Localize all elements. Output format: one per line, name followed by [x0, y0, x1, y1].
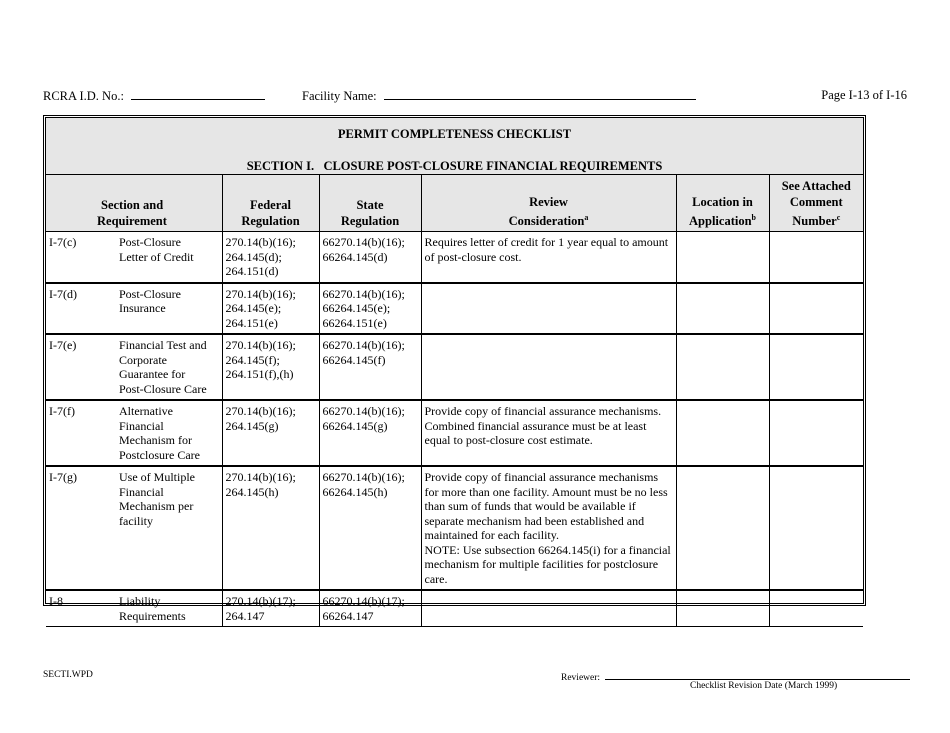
facility-name-label: Facility Name:: [302, 89, 377, 103]
state-cell: 66270.14(b)(16); 66264.145(h): [319, 466, 421, 590]
table-row: [46, 466, 863, 590]
state-cell: 66270.14(b)(16); 66264.145(d): [319, 232, 421, 283]
location-cell[interactable]: [676, 232, 769, 283]
col-state: State Regulation: [319, 175, 421, 232]
row-id: I-7(d): [49, 286, 77, 301]
comment-cell[interactable]: [769, 232, 863, 283]
requirements-grid: [46, 175, 863, 627]
comment-cell[interactable]: [769, 283, 863, 335]
section-cell: [46, 590, 222, 627]
location-cell[interactable]: [676, 400, 769, 466]
federal-cell: 270.14(b)(17); 264.147: [222, 590, 319, 627]
table-row: [46, 232, 863, 283]
section-cell: [46, 334, 222, 400]
col-section: Section and Requirement: [46, 175, 222, 232]
state-cell: 66270.14(b)(16); 66264.145(e); 66264.151(e): [319, 283, 421, 335]
state-cell: 66270.14(b)(17); 66264.147: [319, 590, 421, 627]
row-requirement: Liability Requirements: [119, 594, 186, 623]
col-comment: See Attached Comment Number$^c$: [769, 175, 863, 232]
location-cell[interactable]: [676, 334, 769, 400]
checklist-title: PERMIT COMPLETENESS CHECKLIST: [337, 127, 572, 141]
col-review: Review Consideration$^a$: [421, 175, 676, 232]
state-cell: 66270.14(b)(16); 66264.145(f): [319, 334, 421, 400]
comment-cell[interactable]: [769, 400, 863, 466]
federal-cell: 270.14(b)(16); 264.145(h): [222, 466, 319, 590]
comment-cell[interactable]: [769, 334, 863, 400]
row-requirement: Use of Multiple Financial Mechanism per facility: [119, 470, 195, 528]
review-cell: Provide copy of financial assurance mechanisms. Combined financial assurance must be at least equal to post-closure cost estimate.: [421, 400, 676, 466]
section-cell: [46, 466, 222, 590]
row-id: I-7(g): [49, 470, 77, 485]
location-cell[interactable]: [676, 466, 769, 590]
federal-cell: 270.14(b)(16); 264.145(d); 264.151(d): [222, 232, 319, 283]
federal-cell: 270.14(b)(16); 264.145(g): [222, 400, 319, 466]
federal-cell: 270.14(b)(16); 264.145(f); 264.151(f),(h): [222, 334, 319, 400]
revision-date: Checklist Revision Date (March 1999): [690, 681, 838, 691]
rcra-id-label: RCRA I.D. No.:: [43, 89, 124, 103]
location-cell[interactable]: [676, 590, 769, 627]
row-id: I-7(e): [49, 338, 77, 353]
row-id: I-7(c): [49, 235, 77, 250]
row-requirement: Post-Closure Insurance: [119, 286, 182, 316]
review-cell: Provide copy of financial assurance mechanisms for more than one facility. Amount must be no less than sum of funds that would be available if separate mechanism had been established and maintained for each facility. NOTE: Use subsection 66264.145(i) for a financial mechanism for multiple facilities for postclosure care.: [421, 466, 676, 590]
review-cell: [421, 334, 676, 400]
section-title: SECTION I. CLOSURE POST-CLOSURE FINANCIAL REQUIREMENTS: [246, 159, 663, 173]
row-requirement: Financial Test and Corporate Guarantee for Post-Closure Care: [119, 338, 207, 396]
file-name: SECTI.WPD: [43, 670, 93, 680]
rcra-id-field: [43, 88, 265, 104]
row-requirement: Alternative Financial Mechanism for Postclosure Care: [119, 404, 200, 462]
review-cell: [421, 283, 676, 335]
col-federal: Federal Regulation: [222, 175, 319, 232]
table-row: [46, 400, 863, 466]
review-cell: Requires letter of credit for 1 year equal to amount of post-closure cost.: [421, 232, 676, 283]
section-cell: [46, 232, 222, 283]
row-id: I-8: [49, 594, 63, 609]
table-row: [46, 590, 863, 627]
checklist-table: [43, 115, 866, 623]
section-cell: [46, 400, 222, 466]
review-cell: [421, 590, 676, 627]
comment-cell[interactable]: [769, 466, 863, 590]
facility-name-field: [302, 88, 696, 104]
reviewer-label: Reviewer:: [561, 673, 601, 683]
section-cell: [46, 283, 222, 335]
row-id: I-7(f): [49, 404, 75, 419]
rcra-id-blank[interactable]: [131, 88, 265, 100]
facility-name-blank[interactable]: [384, 88, 696, 100]
page-number: Page I-13 of I-16: [821, 88, 907, 102]
title-band: [46, 118, 863, 175]
location-cell[interactable]: [676, 283, 769, 335]
table-row: [46, 334, 863, 400]
comment-cell[interactable]: [769, 590, 863, 627]
table-row: [46, 283, 863, 335]
reviewer-blank[interactable]: [605, 670, 910, 680]
state-cell: 66270.14(b)(16); 66264.145(g): [319, 400, 421, 466]
federal-cell: 270.14(b)(16); 264.145(e); 264.151(e): [222, 283, 319, 335]
col-location: Location in Application$^b$: [676, 175, 769, 232]
row-requirement: Post-Closure Letter of Credit: [119, 235, 194, 264]
